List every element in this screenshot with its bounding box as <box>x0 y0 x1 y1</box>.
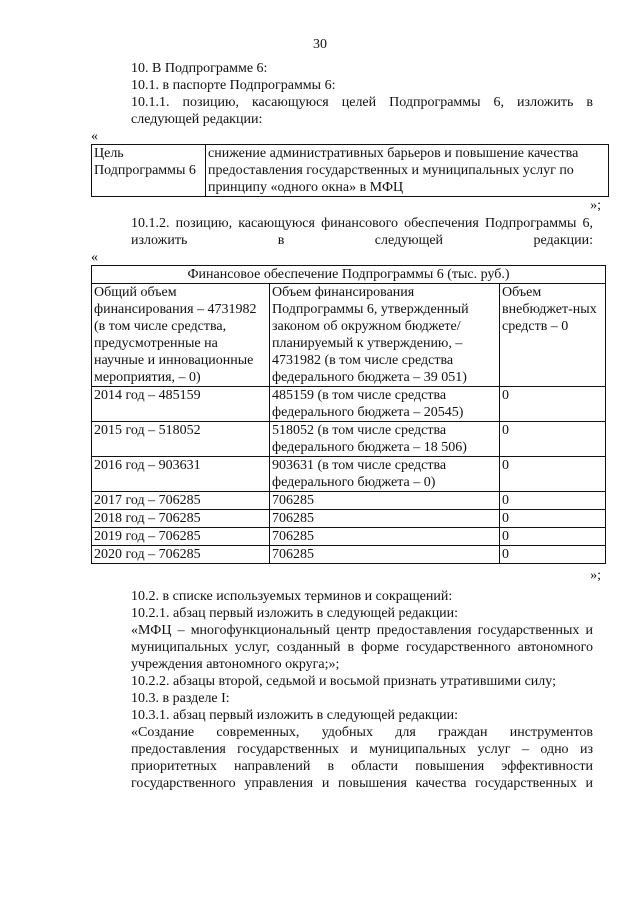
table-cell: 903631 (в том числе средства федерального бюджета – 0) <box>270 457 500 492</box>
table-cell: 0 <box>500 510 606 528</box>
table-cell: 0 <box>500 457 606 492</box>
paragraph-10-1: 10.1. в паспорте Подпрограммы 6: <box>131 78 336 93</box>
header-cell: Общий объем финансирования – 4731982 (в том числе средства, предусмотренные на научные и инновационные мероприятия, – 0) <box>92 284 270 387</box>
table-cell: 2017 год – 706285 <box>92 492 270 510</box>
table-row <box>92 457 606 492</box>
close-quote: »; <box>590 568 601 583</box>
table-row <box>92 492 606 510</box>
table-cell: 2016 год – 903631 <box>92 457 270 492</box>
header-cell: Объем внебюджет-ных средств – 0 <box>500 284 606 387</box>
table-row <box>92 546 606 564</box>
paragraph-10: 10. В Подпрограмме 6: <box>131 61 268 76</box>
paragraph-10-2-2: 10.2.2. абзацы второй, седьмой и восьмой признать утратившими силу; <box>131 674 556 689</box>
goal-value-cell: снижение административных барьеров и повышение качества предоставления государственных и муниципальных услуг по принципу «одного окна» в МФЦ <box>206 145 609 197</box>
table-cell: 706285 <box>270 510 500 528</box>
table-cell: 2014 год – 485159 <box>92 387 270 422</box>
paragraph-creation: «Создание современных, удобных для граждан инструментов предоставления государственных и муниципальных услуг – одно из приоритетных направлений в области повышения эффективности государственного управления и повышения качества государственных и <box>131 725 593 791</box>
table-cell: 0 <box>500 422 606 457</box>
goal-table <box>91 144 609 197</box>
paragraph-10-1-1: 10.1.1. позицию, касающуюся целей Подпрограммы 6, изложить в следующей редакции: <box>131 95 593 127</box>
table-cell: 706285 <box>270 546 500 564</box>
document-body <box>91 60 601 792</box>
table-cell: 518052 (в том числе средства федерального бюджета – 18 506) <box>270 422 500 457</box>
table-cell: 485159 (в том числе средства федерального бюджета – 20545) <box>270 387 500 422</box>
goal-row <box>92 145 609 197</box>
paragraph-10-3-1: 10.3.1. абзац первый изложить в следующей редакции: <box>131 708 459 723</box>
table-cell: 0 <box>500 387 606 422</box>
table-row <box>92 387 606 422</box>
table-cell: 2020 год – 706285 <box>92 546 270 564</box>
finance-table <box>91 265 606 564</box>
table-row <box>92 422 606 457</box>
paragraph-10-2-1: 10.2.1. абзац первый изложить в следующей редакции: <box>131 606 459 621</box>
open-quote: « <box>91 250 98 265</box>
table-title: Финансовое обеспечение Подпрограммы 6 (тыс. руб.) <box>92 266 606 284</box>
table-title-row <box>92 266 606 284</box>
table-cell: 706285 <box>270 492 500 510</box>
table-cell: 2019 год – 706285 <box>92 528 270 546</box>
page-number: 30 <box>313 37 327 52</box>
paragraph-mfc-definition: «МФЦ – многофункциональный центр предоставления государственных и муниципальных услуг, созданный в форме государственного автономного учреждения автономного округа;»; <box>131 623 593 672</box>
table-cell: 706285 <box>270 528 500 546</box>
open-quote: « <box>91 129 98 144</box>
table-row <box>92 528 606 546</box>
paragraph-10-2: 10.2. в списке используемых терминов и сокращений: <box>131 589 453 604</box>
goal-label-cell: Цель Подпрограммы 6 <box>92 145 206 197</box>
header-cell: Объем финансирования Подпрограммы 6, утвержденный законом об окружном бюджете/планируемый к утверждению, – 4731982 (в том числе средства федерального бюджета – 39 051) <box>270 284 500 387</box>
table-header-row <box>92 284 606 387</box>
close-quote: »; <box>590 198 601 213</box>
table-cell: 0 <box>500 492 606 510</box>
table-cell: 2018 год – 706285 <box>92 510 270 528</box>
paragraph-10-3: 10.3. в разделе I: <box>131 691 230 706</box>
table-row <box>92 510 606 528</box>
paragraph-10-1-2: 10.1.2. позицию, касающуюся финансового обеспечения Подпрограммы 6, изложить в следующей редакции: <box>131 216 593 248</box>
table-cell: 2015 год – 518052 <box>92 422 270 457</box>
table-cell: 0 <box>500 546 606 564</box>
table-cell: 0 <box>500 528 606 546</box>
